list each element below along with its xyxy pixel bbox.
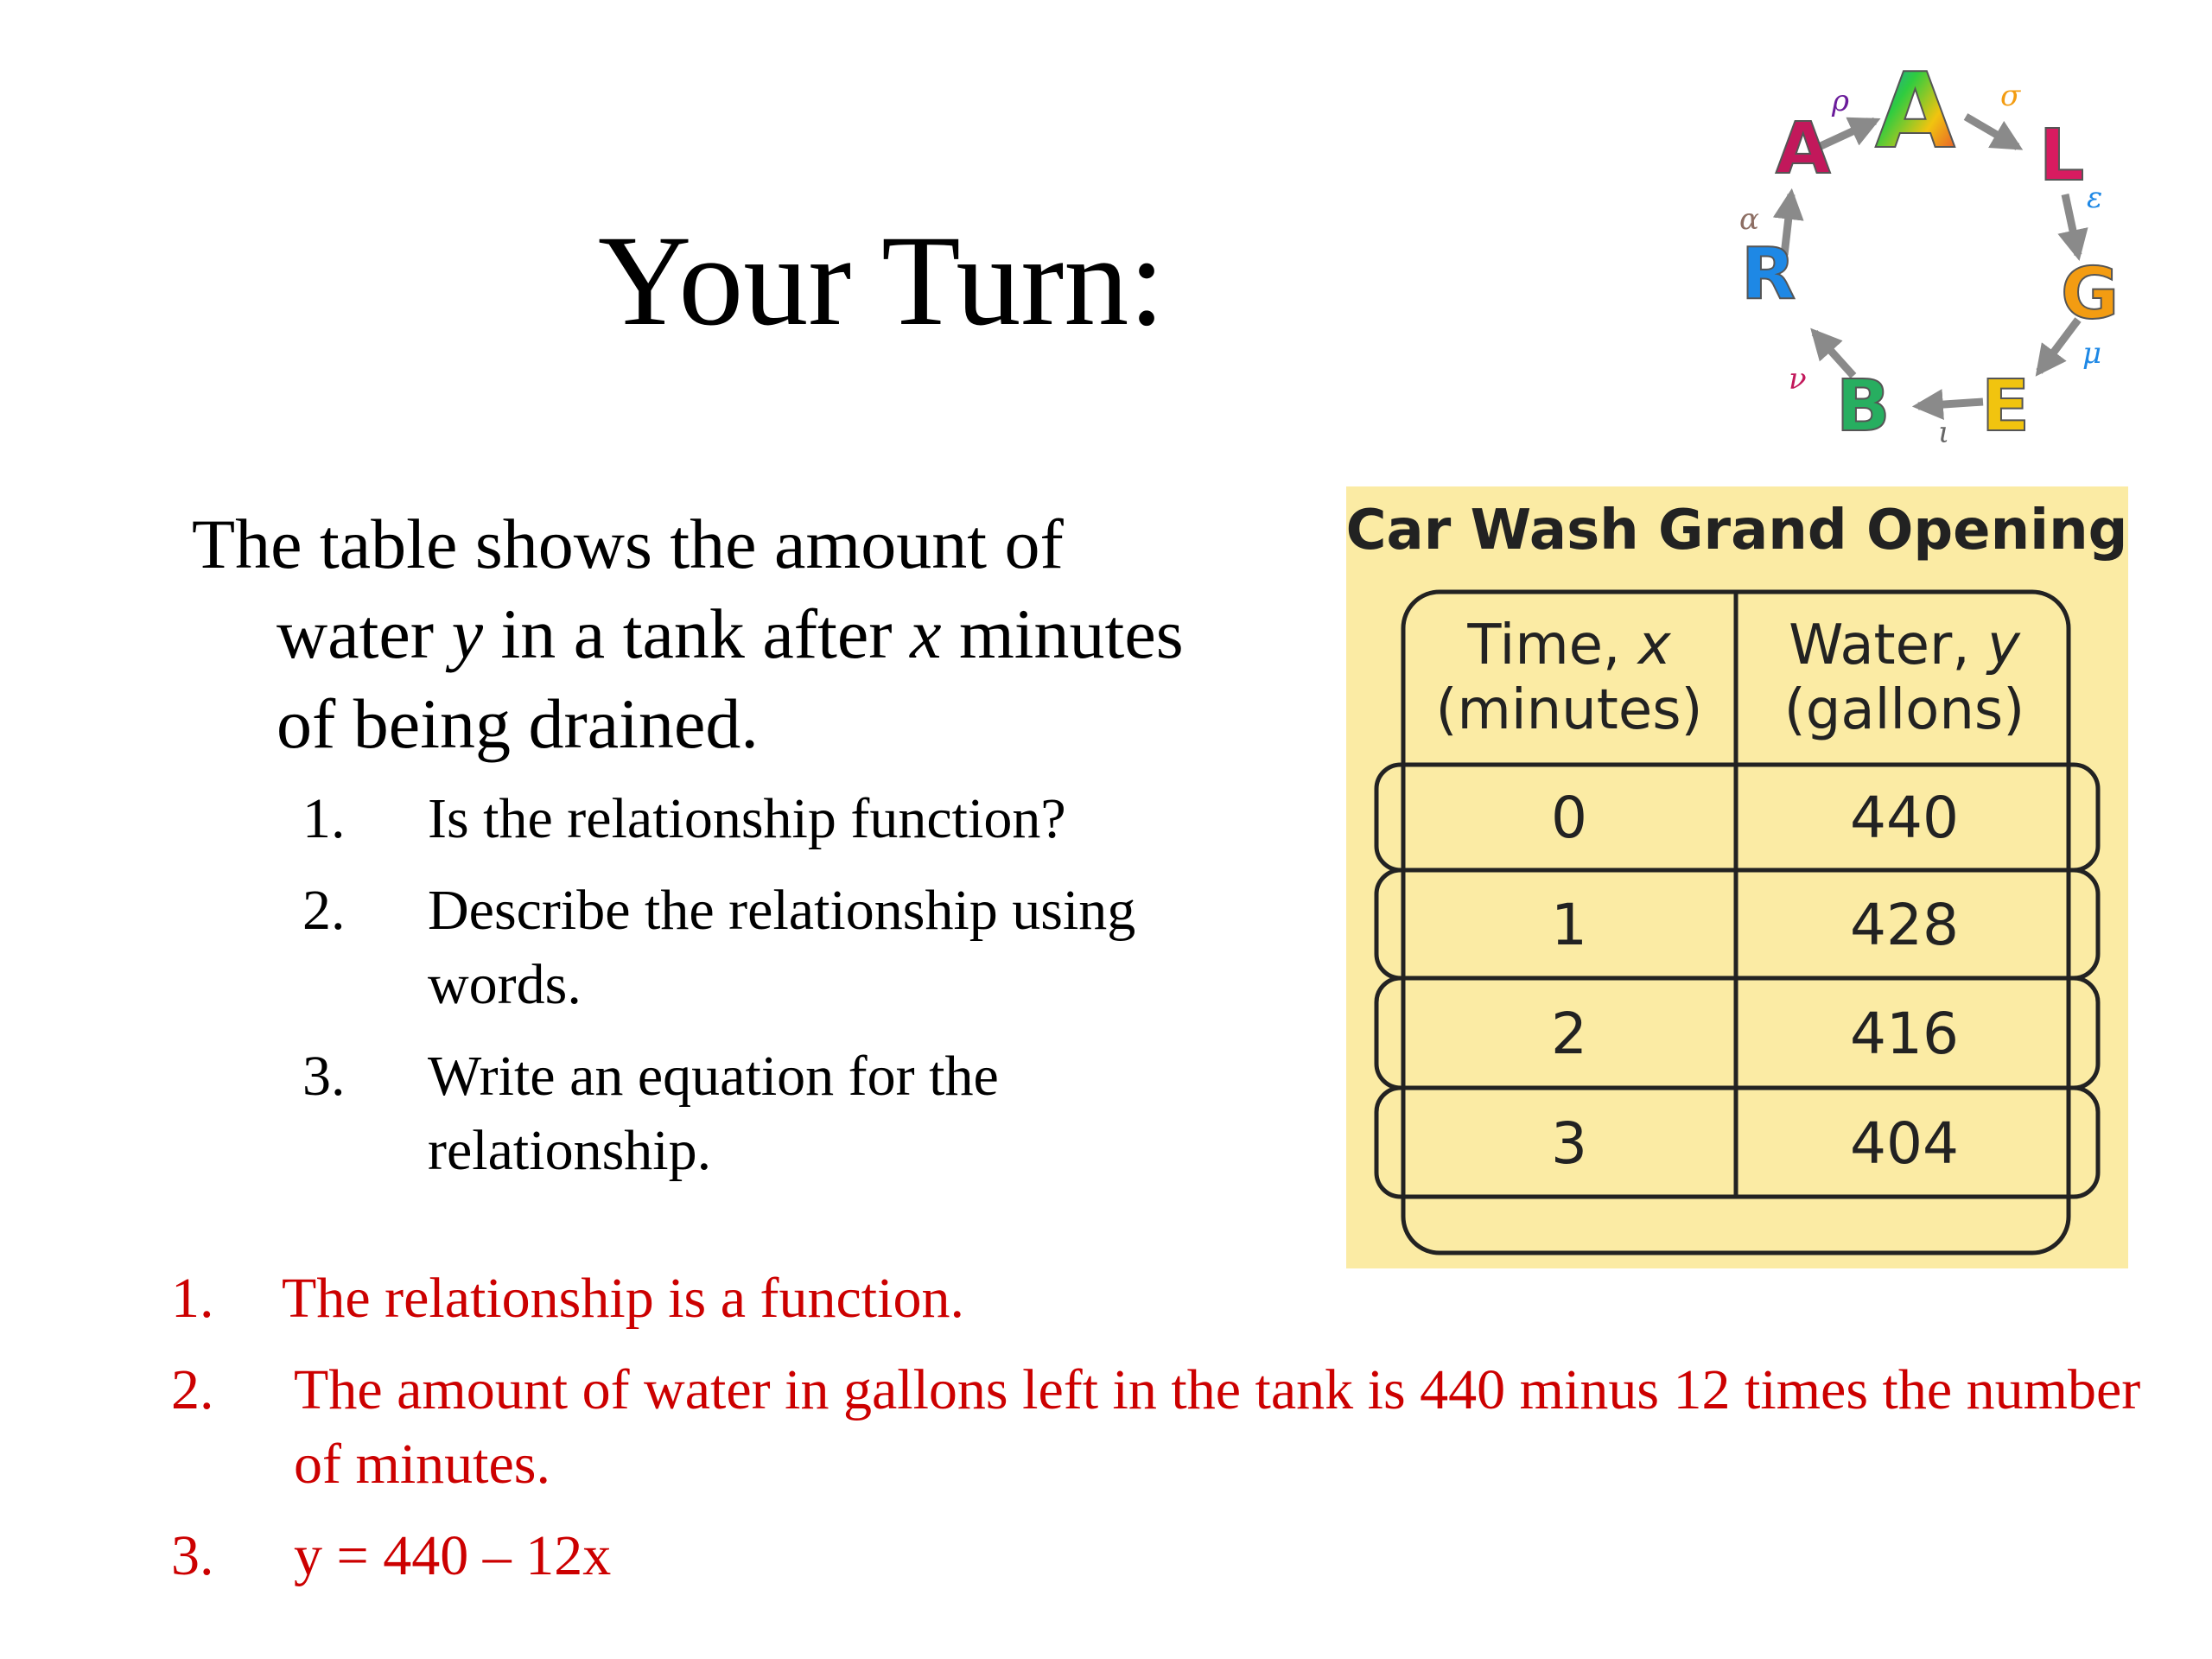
question-item — [302, 874, 1218, 1022]
question-list — [302, 782, 1296, 1205]
cell-time: 1 — [1551, 892, 1587, 958]
logo-letter-r: R — [1741, 233, 1796, 315]
answer-item — [171, 1353, 2158, 1502]
logo-arrow — [1966, 117, 2018, 147]
answer-number: 3. — [171, 1524, 214, 1587]
question-text: Is the relationship function? — [428, 787, 1066, 850]
cell-water: 404 — [1850, 1110, 1959, 1177]
logo-letter-g: G — [2061, 253, 2120, 335]
logo-greek-sigma: σ — [2000, 79, 2021, 113]
intro-line-3: of being drained. — [276, 684, 759, 763]
logo-greek-epsilon: ε — [2087, 181, 2103, 215]
question-number: 3. — [302, 1045, 346, 1108]
cell-water: 416 — [1850, 1001, 1959, 1067]
cell-water: 440 — [1850, 785, 1959, 851]
table-title: Car Wash Grand Opening — [1346, 499, 2128, 563]
logo-greek-mu: μ — [2082, 336, 2102, 371]
logo-letter-a-left: A — [1776, 108, 1831, 190]
answer-text: The relationship is a function. — [282, 1267, 964, 1330]
answer-item — [171, 1519, 2158, 1593]
logo-greek-nu: ν — [1789, 362, 1807, 397]
question-item — [302, 1039, 1080, 1188]
car-wash-table — [1346, 486, 2128, 1268]
logo-greek-alpha: α — [1739, 202, 1759, 237]
question-number: 2. — [302, 879, 346, 942]
answer-list — [171, 1262, 2158, 1611]
column-header-water-unit: (gallons) — [1783, 678, 2025, 742]
answer-text: y = 440 – 12x — [294, 1524, 612, 1587]
cell-time: 2 — [1551, 1001, 1587, 1067]
answer-number: 1. — [171, 1267, 214, 1330]
answer-text: The amount of water in gallons left in the tank is 440 minus 12 times the number of minutes. — [294, 1358, 2141, 1496]
question-item — [302, 782, 1296, 856]
logo-letter-b: B — [1836, 365, 1891, 448]
question-text: Write an equation for the relationship. — [428, 1045, 999, 1182]
logo-letter-e: E — [1981, 365, 2031, 448]
question-number: 1. — [302, 787, 346, 850]
cell-water: 428 — [1850, 892, 1959, 958]
answer-item — [171, 1262, 2158, 1336]
logo-letter-l: L — [2039, 115, 2085, 197]
intro-line-1: The table shows the amount of — [192, 505, 1064, 583]
logo-greek-rho: ρ — [1832, 84, 1849, 118]
logo-arrow — [2065, 194, 2078, 255]
car-wash-table-panel — [1346, 486, 2128, 1268]
column-header-water: Water, y — [1789, 613, 2020, 677]
cell-time: 0 — [1551, 785, 1587, 851]
column-header-time: Time, x — [1467, 613, 1671, 677]
logo-letter-a-top: A — [1875, 52, 1955, 172]
column-header-time-unit: (minutes) — [1435, 678, 1703, 742]
question-text: Describe the relationship using words. — [428, 879, 1136, 1016]
algebra-logo — [1715, 43, 2130, 449]
answer-number: 2. — [171, 1358, 214, 1421]
problem-statement — [192, 499, 1315, 769]
logo-arrow — [1918, 402, 1983, 406]
logo-greek-iota: ι — [1938, 416, 1950, 449]
cell-time: 3 — [1551, 1110, 1587, 1177]
slide-title: Your Turn: — [597, 209, 1166, 353]
intro-line-2: water y in a tank after x minutes — [276, 594, 1184, 673]
